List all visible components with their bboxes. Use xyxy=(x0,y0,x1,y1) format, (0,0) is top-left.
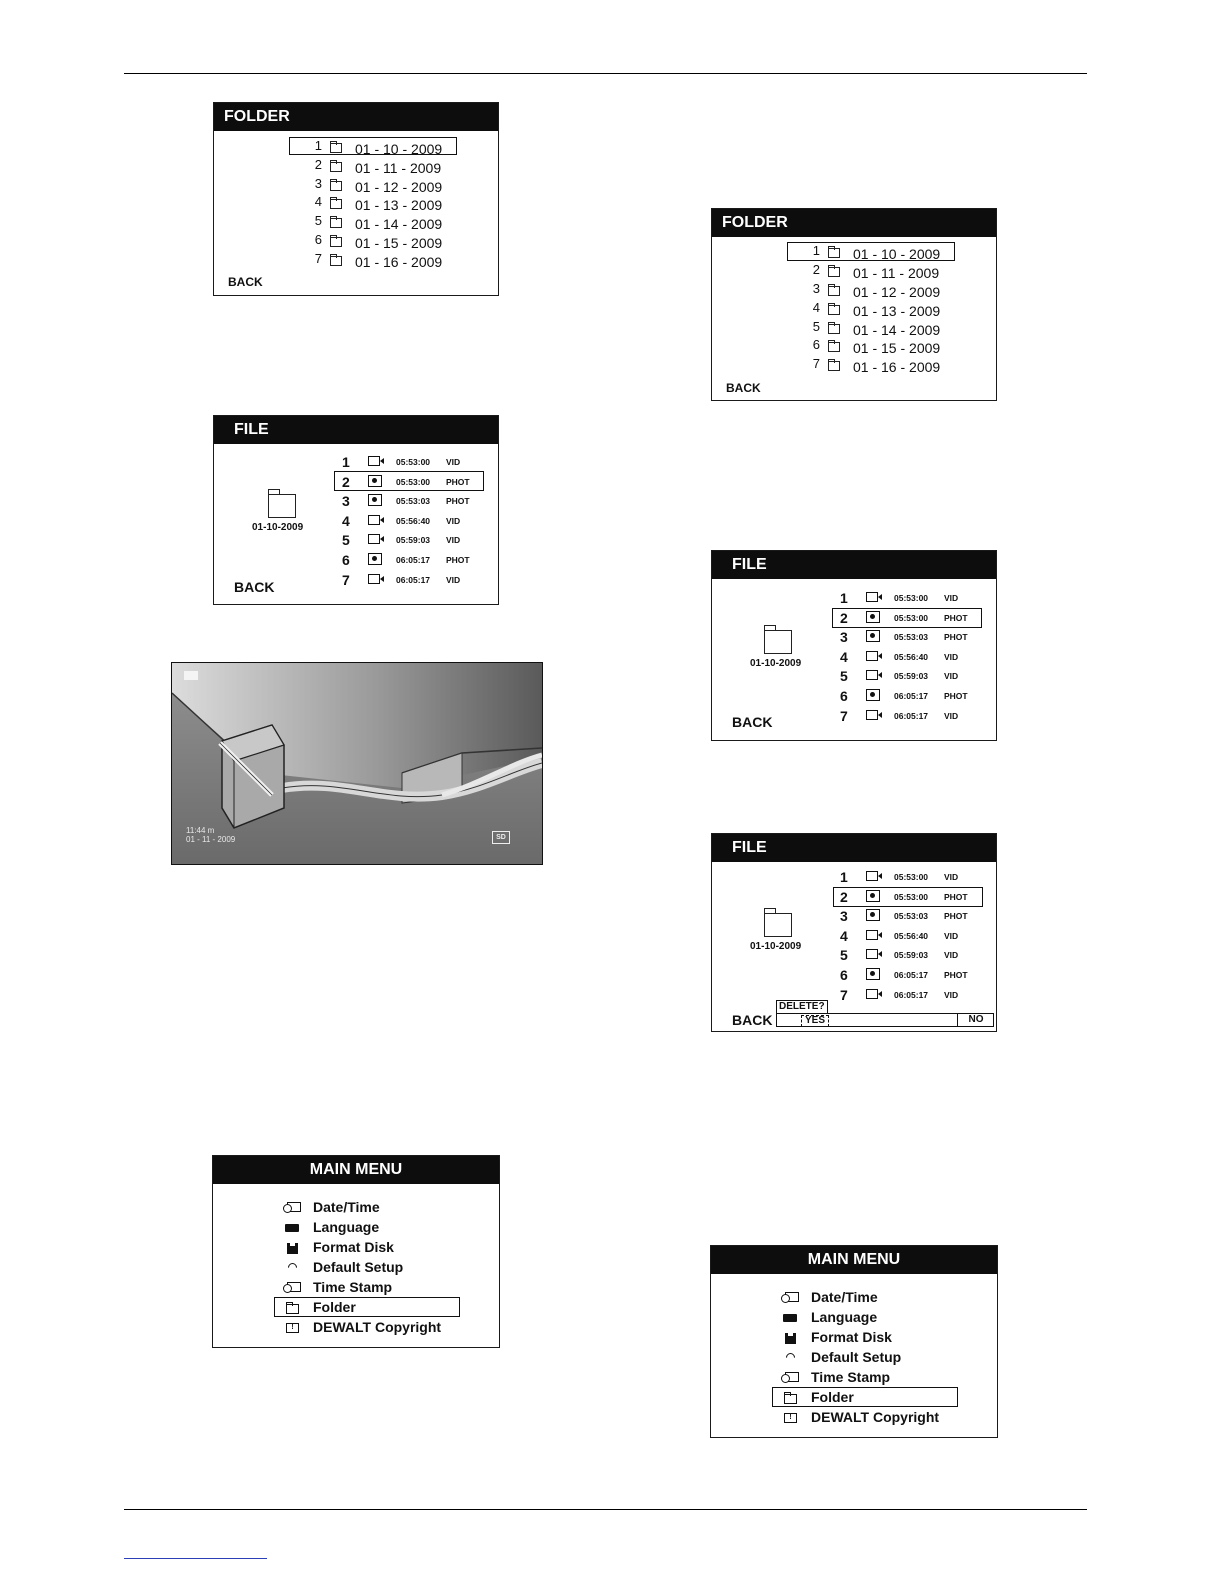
delete-prompt: DELETE? xyxy=(776,1000,828,1014)
language-icon xyxy=(781,1311,799,1325)
file-row[interactable]: 4 05:56:40 VID xyxy=(840,928,959,944)
video-icon xyxy=(368,456,380,466)
photo-time: 11:44 m xyxy=(186,826,215,835)
folder-icon xyxy=(828,248,840,258)
menu-selection xyxy=(772,1387,958,1407)
main-menu-screen: MAIN MENU Date/Time Language Format Disk Default Setup Time Stamp Folder ! DEWALT Copyright xyxy=(710,1245,998,1438)
file-row[interactable]: 6 06:05:17 PHOT xyxy=(840,967,968,983)
photo-icon xyxy=(866,909,880,921)
file-title: FILE xyxy=(712,834,996,862)
video-icon xyxy=(866,930,878,940)
photo-icon xyxy=(368,553,382,565)
file-row[interactable]: 5 05:59:03 VID xyxy=(342,532,461,548)
photo-date: 01 - 11 - 2009 xyxy=(186,835,236,844)
folder-title: FOLDER xyxy=(214,103,498,131)
folder-icon xyxy=(330,256,342,266)
yes-button[interactable]: YES xyxy=(801,1015,829,1027)
file-row[interactable]: 7 06:05:17 VID xyxy=(840,987,959,1003)
folder-date: 01-10-2009 xyxy=(750,941,802,952)
photo-icon xyxy=(866,611,880,623)
folder-title: FOLDER xyxy=(712,209,996,237)
folder-icon xyxy=(330,143,342,153)
photo-icon xyxy=(866,968,880,980)
file-row[interactable]: 1 05:53:00 VID xyxy=(840,590,959,606)
folder-icon xyxy=(330,218,342,228)
photo-icon xyxy=(866,689,880,701)
folder-screen: FOLDER 1 01 - 10 - 2009 2 01 - 11 - 2009 3 01 - 12 - 2009 4 01 - 13 - 2009 5 01 - 14 - 2009 6 01 - 15 - 2009 7 01 - 16 - 2009 BACK xyxy=(213,102,499,296)
copyright-icon: ! xyxy=(283,1321,301,1335)
file-screen-delete xyxy=(711,833,997,1032)
photo-icon xyxy=(368,494,382,506)
footnote-rule xyxy=(124,1558,267,1559)
recording-indicator xyxy=(184,671,198,680)
disk-icon xyxy=(781,1331,799,1345)
video-icon xyxy=(368,574,380,584)
file-title: FILE xyxy=(712,551,996,579)
file-title: FILE xyxy=(214,416,498,444)
disk-icon xyxy=(283,1241,301,1255)
back-button[interactable]: BACK xyxy=(228,275,263,289)
file-row[interactable]: 2 05:53:00 PHOT xyxy=(342,474,470,490)
photo-icon xyxy=(368,475,382,487)
file-row[interactable]: 4 05:56:40 VID xyxy=(342,513,461,529)
folder-icon xyxy=(330,237,342,247)
clock-icon xyxy=(781,1291,799,1305)
folder-icon xyxy=(330,162,342,172)
folder-screen: FOLDER 1 01 - 10 - 2009 2 01 - 11 - 2009 3 01 - 12 - 2009 4 01 - 13 - 2009 5 01 - 14 - 2009 6 01 - 15 - 2009 7 01 - 16 - 2009 BACK xyxy=(711,208,997,401)
folder-icon xyxy=(283,1301,301,1315)
folder-date: 01-10-2009 xyxy=(750,658,802,669)
photo-icon xyxy=(866,890,880,902)
top-rule xyxy=(124,73,1087,74)
file-row[interactable]: 5 05:59:03 VID xyxy=(840,947,959,963)
folder-icon xyxy=(828,361,840,371)
file-row[interactable]: 3 05:53:03 PHOT xyxy=(342,493,470,509)
main-menu-screen: MAIN MENU Date/Time Language Format Disk Default Setup Time Stamp Folder ! DEWALT Copyright xyxy=(212,1155,500,1348)
photo-icon xyxy=(866,630,880,642)
back-button[interactable]: BACK xyxy=(234,579,275,595)
main-menu-title: MAIN MENU xyxy=(711,1246,997,1274)
file-row[interactable]: 2 05:53:00 PHOT xyxy=(840,889,968,905)
file-row[interactable]: 6 06:05:17 PHOT xyxy=(840,688,968,704)
clock-icon xyxy=(283,1281,301,1295)
file-row[interactable]: 2 05:53:00 PHOT xyxy=(840,610,968,626)
video-icon xyxy=(866,651,878,661)
folder-icon xyxy=(330,199,342,209)
folder-icon xyxy=(828,342,840,352)
file-row[interactable]: 1 05:53:00 VID xyxy=(840,869,959,885)
file-row[interactable]: 4 05:56:40 VID xyxy=(840,649,959,665)
video-icon xyxy=(866,710,878,720)
back-button[interactable]: BACK xyxy=(732,714,773,730)
video-icon xyxy=(368,534,380,544)
clock-icon xyxy=(283,1201,301,1215)
file-row[interactable]: 3 05:53:03 PHOT xyxy=(840,629,968,645)
default-icon xyxy=(781,1351,799,1365)
file-screen xyxy=(213,415,499,605)
folder-icon xyxy=(828,324,840,334)
no-button[interactable]: NO xyxy=(957,1014,994,1026)
delete-confirm-bar xyxy=(776,1013,994,1027)
file-screen xyxy=(711,550,997,741)
back-button[interactable]: BACK xyxy=(726,381,761,395)
video-icon xyxy=(866,949,878,959)
folder-date: 01-10-2009 xyxy=(252,522,304,533)
folder-icon xyxy=(330,181,342,191)
video-icon xyxy=(866,592,878,602)
main-menu-title: MAIN MENU xyxy=(213,1156,499,1184)
default-icon xyxy=(283,1261,301,1275)
pipe-scene xyxy=(172,663,542,864)
file-row[interactable]: 7 06:05:17 VID xyxy=(840,708,959,724)
sd-card-badge: SD xyxy=(492,831,510,844)
file-row[interactable]: 6 06:05:17 PHOT xyxy=(342,552,470,568)
bottom-rule xyxy=(124,1509,1087,1510)
clock-icon xyxy=(781,1371,799,1385)
back-button[interactable]: BACK xyxy=(732,1012,773,1028)
file-row[interactable]: 3 05:53:03 PHOT xyxy=(840,908,968,924)
language-icon xyxy=(283,1221,301,1235)
menu-selection xyxy=(274,1297,460,1317)
file-row[interactable]: 5 05:59:03 VID xyxy=(840,668,959,684)
file-row[interactable]: 7 06:05:17 VID xyxy=(342,572,461,588)
video-icon xyxy=(866,871,878,881)
folder-icon xyxy=(828,267,840,277)
folder-icon xyxy=(828,305,840,315)
camera-photo xyxy=(171,662,543,865)
video-icon xyxy=(368,515,380,525)
file-row[interactable]: 1 05:53:00 VID xyxy=(342,454,461,470)
folder-icon xyxy=(828,286,840,296)
copyright-icon: ! xyxy=(781,1411,799,1425)
video-icon xyxy=(866,670,878,680)
video-icon xyxy=(866,989,878,999)
folder-icon xyxy=(781,1391,799,1405)
